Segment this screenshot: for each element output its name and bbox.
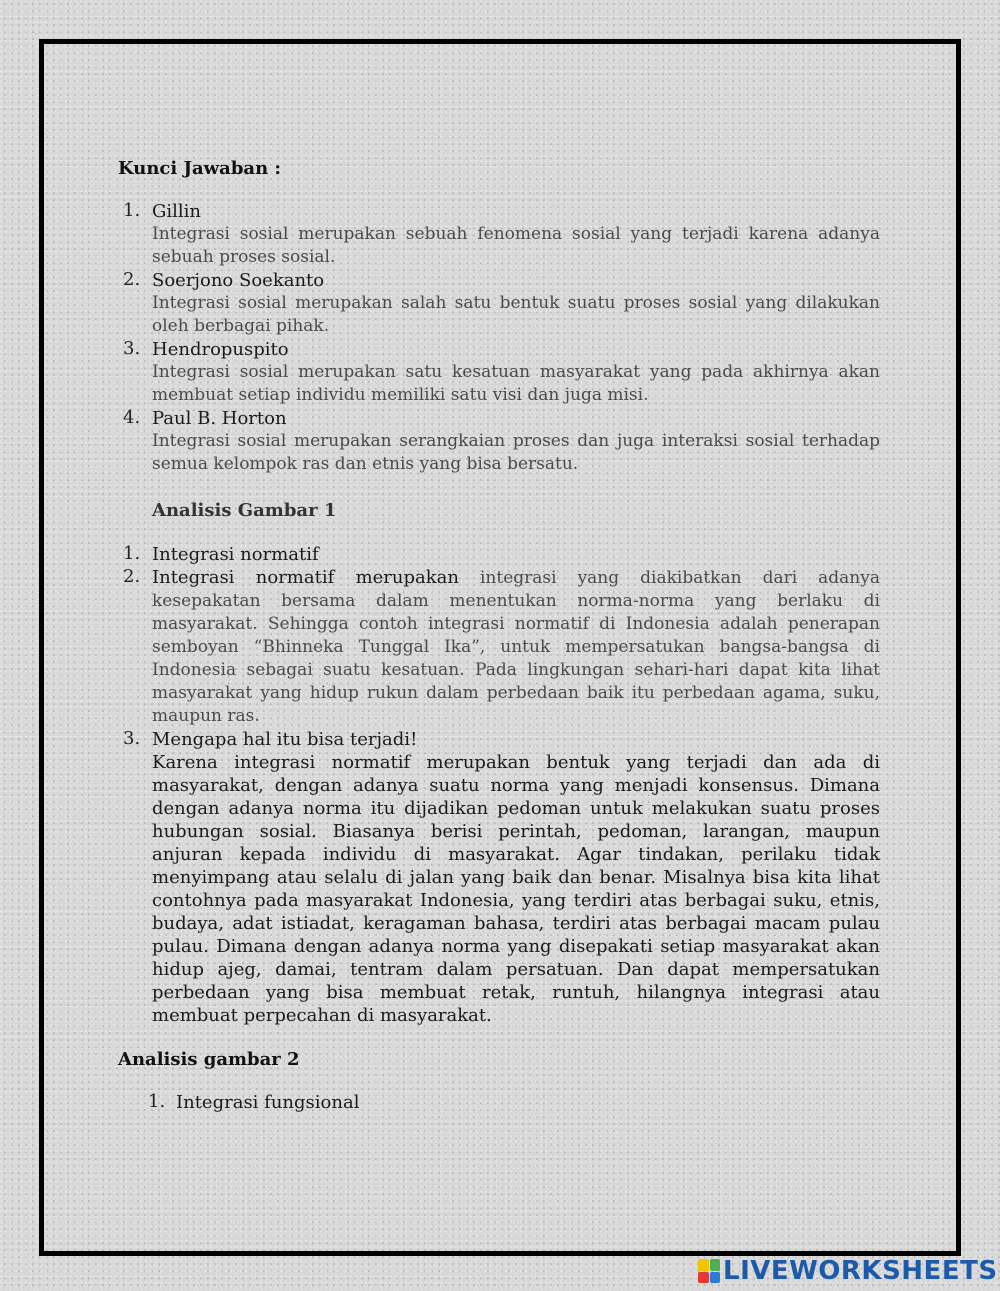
list-item xyxy=(118,566,880,728)
explanation-lead: Integrasi normatif merupakan xyxy=(152,567,459,588)
answer-key-title: Kunci Jawaban : xyxy=(118,158,282,179)
list-number: 1. xyxy=(123,543,141,564)
answer-paragraph: Karena integrasi normatif merupakan bentuk yang terjadi dan ada di masyarakat, dengan adanya suatu norma yang menjadi konsensus. Dimana dengan adanya norma itu dijadikan pedoman untuk melakukan suatu proses hubungan sosial. Biasanya berisi perintah, pedoman, larangan, maupun anjuran kepada individu di masyarakat. Agar tindakan, perilaku tidak menyimpang atau selalu di jalan yang baik dan benar. Misalnya bisa kita lihat contohnya pada masyarakat Indonesia, yang terdiri atas berbagai suku, etnis, budaya, adat istiadat, keragaman bahasa, terdiri atas berbagai macam pulau pulau. Dimana dengan adanya norma yang disepakati setiap masyarakat akan hidup ajeg, damai, tentram dalam persatuan. Dan dapat mempersatukan perbedaan yang bisa membuat retak, runtuh, hilangnya integrasi atau membuat perpecahan di masyarakat. xyxy=(152,752,880,1026)
list-number: 4. xyxy=(123,407,141,428)
explanation-rest: integrasi yang diakibatkan dari adanya kesepakatan bersama dalam menentukan norma-norma yang berlaku di masyarakat. Sehingga contoh integrasi normatif di Indonesia adalah penerapan semboyan “Bhinneka Tunggal Ika”, untuk mempersatukan bangsa-bangsa di Indonesia sebagai suatu kesatuan. Pada lingkungan sehari-hari dapat kita lihat masyarakat yang hidup rukun dalam perbedaan baik itu perbedaan agama, suku, maupun ras. xyxy=(152,568,880,726)
logo-badge-icon xyxy=(698,1259,720,1283)
list-number: 3. xyxy=(123,728,141,749)
list-item xyxy=(118,407,880,476)
list-number: 3. xyxy=(123,338,141,359)
definition-text: Integrasi sosial merupakan serangkaian proses dan juga interaksi sosial terhadap semua kelompok ras dan etnis yang bisa bersatu. xyxy=(152,431,880,474)
worksheet-content xyxy=(118,158,880,1114)
list-number: 1. xyxy=(148,1091,166,1112)
definition-text: Integrasi sosial merupakan salah satu bentuk suatu proses sosial yang dilakukan oleh berbagai pihak. xyxy=(152,293,880,336)
analysis-1-title: Analisis Gambar 1 xyxy=(152,500,337,521)
expert-name: Gillin xyxy=(152,201,201,222)
definition-list xyxy=(118,200,880,476)
explanation-paragraph xyxy=(152,566,880,728)
definition-text: Integrasi sosial merupakan sebuah fenomena sosial yang terjadi karena adanya sebuah proses sosial. xyxy=(152,224,880,267)
integration-type: Integrasi fungsional xyxy=(176,1092,360,1113)
list-item xyxy=(118,728,880,1027)
integration-type: Integrasi normatif xyxy=(152,544,319,565)
list-number: 2. xyxy=(123,269,141,290)
question-heading: Mengapa hal itu bisa terjadi! xyxy=(152,729,418,750)
list-item xyxy=(118,338,880,407)
analysis-2-title: Analisis gambar 2 xyxy=(118,1049,300,1070)
list-item xyxy=(118,200,880,269)
list-item xyxy=(118,1091,880,1114)
expert-name: Soerjono Soekanto xyxy=(152,270,325,291)
list-number: 2. xyxy=(123,566,141,587)
brand-name: LIVEWORKSHEETS xyxy=(723,1256,998,1286)
list-item xyxy=(118,269,880,338)
analysis-1-list xyxy=(118,543,880,1027)
definition-text: Integrasi sosial merupakan satu kesatuan masyarakat yang pada akhirnya akan membuat setiap individu memiliki satu visi dan juga misi. xyxy=(152,362,880,405)
list-number: 1. xyxy=(123,200,141,221)
analysis-2-list xyxy=(118,1091,880,1114)
list-item xyxy=(118,543,880,566)
expert-name: Paul B. Horton xyxy=(152,408,287,429)
liveworksheets-logo[interactable] xyxy=(698,1257,998,1285)
expert-name: Hendropuspito xyxy=(152,339,289,360)
